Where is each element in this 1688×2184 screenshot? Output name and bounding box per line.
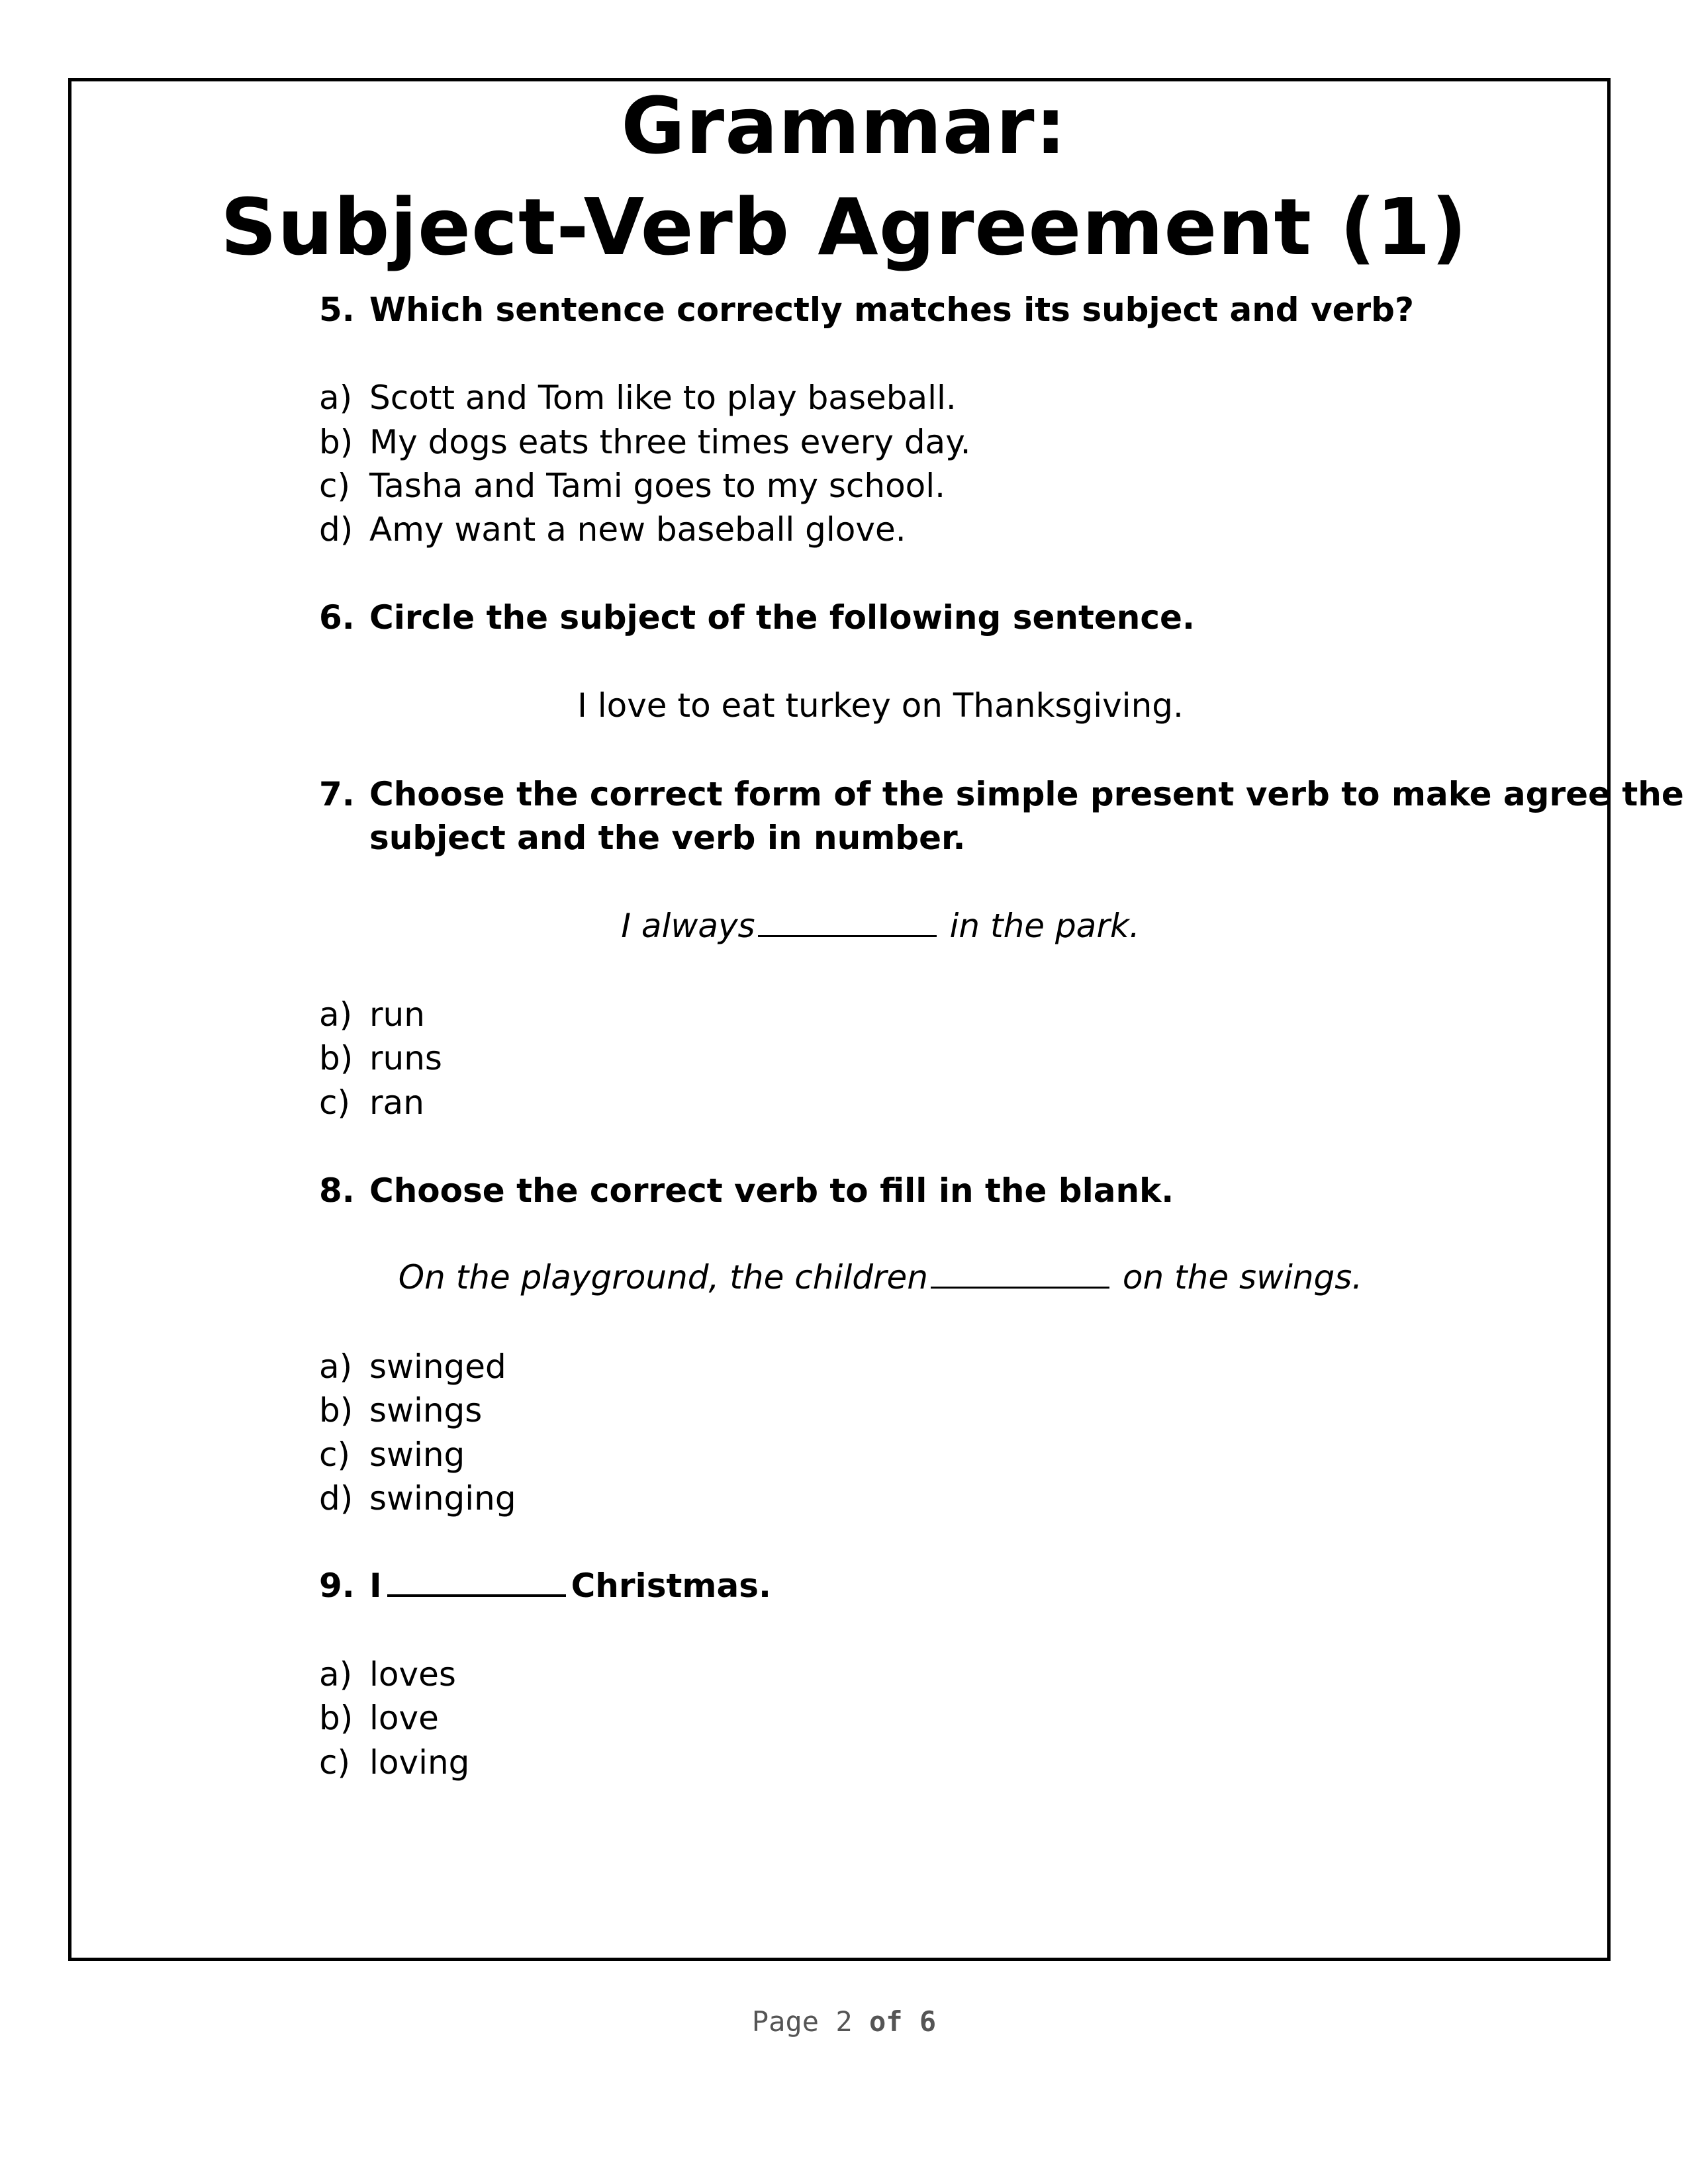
worksheet-border bbox=[68, 78, 1611, 1961]
answer-option[interactable]: swinging bbox=[369, 1479, 516, 1518]
page-subtitle: Subject-Verb Agreement (1) bbox=[220, 181, 1468, 273]
answer-option[interactable]: love bbox=[369, 1699, 439, 1737]
answer-option[interactable]: runs bbox=[369, 1039, 442, 1077]
question-number: 6. bbox=[319, 598, 355, 637]
option-label: b) bbox=[319, 423, 353, 461]
prompt-end: Christmas. bbox=[571, 1567, 771, 1605]
answer-option[interactable]: swing bbox=[369, 1435, 465, 1474]
total-pages: 6 bbox=[919, 2005, 937, 2038]
prompt-start: I bbox=[369, 1567, 382, 1605]
answer-blank[interactable] bbox=[387, 1568, 566, 1597]
question-number: 9. bbox=[319, 1567, 355, 1605]
sentence-start: I always bbox=[621, 907, 755, 945]
answer-option[interactable]: My dogs eats three times every day. bbox=[369, 423, 971, 461]
option-label: d) bbox=[319, 510, 353, 549]
answer-blank[interactable] bbox=[758, 909, 937, 937]
answer-option[interactable]: loves bbox=[369, 1655, 456, 1694]
option-label: b) bbox=[319, 1391, 353, 1430]
option-label: a) bbox=[319, 1347, 353, 1386]
sentence-start: On the playground, the children bbox=[398, 1258, 928, 1297]
option-label: a) bbox=[319, 1655, 353, 1694]
question-prompt: Which sentence correctly matches its subject and verb? bbox=[369, 291, 1414, 329]
answer-option[interactable]: Amy want a new baseball glove. bbox=[369, 510, 906, 549]
option-label: b) bbox=[319, 1699, 353, 1737]
option-label: c) bbox=[319, 1743, 350, 1782]
option-label: c) bbox=[319, 1083, 350, 1122]
question-prompt bbox=[369, 1566, 771, 1606]
page-title: Grammar: bbox=[621, 80, 1067, 171]
answer-option[interactable]: ran bbox=[369, 1083, 424, 1122]
answer-option[interactable]: swinged bbox=[369, 1347, 506, 1386]
option-label: c) bbox=[319, 1435, 350, 1474]
question-prompt: Choose the correct form of the simple present verb to make agree the bbox=[369, 775, 1684, 813]
option-label: a) bbox=[319, 379, 353, 417]
question-prompt: Circle the subject of the following sentence. bbox=[369, 598, 1195, 637]
fill-in-sentence bbox=[0, 1257, 1688, 1297]
answer-option[interactable]: run bbox=[369, 995, 425, 1034]
answer-option[interactable]: Tasha and Tami goes to my school. bbox=[369, 467, 946, 505]
sentence-end: on the swings. bbox=[1122, 1258, 1363, 1297]
current-page: 2 bbox=[835, 2005, 853, 2038]
page-word: Page bbox=[751, 2005, 820, 2038]
option-label: d) bbox=[319, 1479, 353, 1518]
sentence-end: in the park. bbox=[949, 907, 1140, 945]
fill-in-sentence bbox=[0, 906, 1688, 946]
answer-option[interactable]: Scott and Tom like to play baseball. bbox=[369, 379, 957, 417]
answer-option[interactable]: swings bbox=[369, 1391, 483, 1430]
option-label: a) bbox=[319, 995, 353, 1034]
answer-blank[interactable] bbox=[931, 1260, 1109, 1289]
question-prompt-continued: subject and the verb in number. bbox=[369, 819, 966, 857]
page-footer bbox=[0, 2005, 1688, 2038]
question-number: 5. bbox=[319, 291, 355, 329]
option-label: c) bbox=[319, 467, 350, 505]
question-number: 7. bbox=[319, 775, 355, 813]
option-label: b) bbox=[319, 1039, 353, 1077]
example-sentence[interactable]: I love to eat turkey on Thanksgiving. bbox=[577, 686, 1184, 725]
question-prompt: Choose the correct verb to fill in the blank. bbox=[369, 1171, 1174, 1210]
question-number: 8. bbox=[319, 1171, 355, 1210]
of-word: of bbox=[868, 2005, 903, 2038]
answer-option[interactable]: loving bbox=[369, 1743, 470, 1782]
